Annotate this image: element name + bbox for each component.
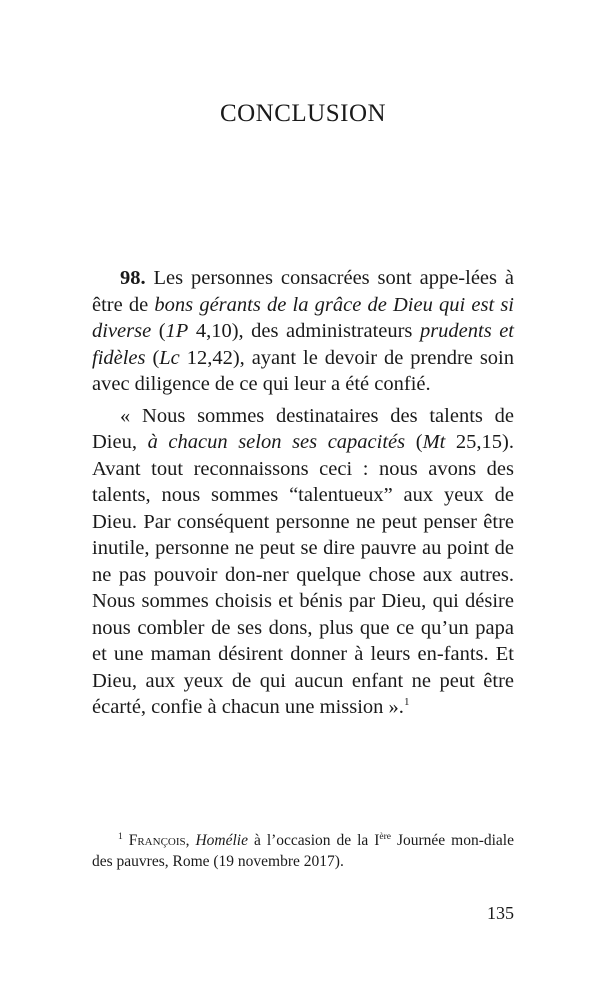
italic-quote: bons gérants de la grâce de Dieu qui est si diverse bbox=[92, 293, 514, 342]
bible-book-abbrev: Lc bbox=[159, 346, 180, 369]
body-text bbox=[92, 265, 514, 721]
text-segment: ( bbox=[405, 431, 423, 453]
paragraph-98 bbox=[92, 265, 514, 398]
text-segment: ( bbox=[145, 346, 160, 369]
page-number: 135 bbox=[487, 903, 514, 923]
footnote bbox=[92, 830, 514, 872]
footnote-mark: 1 bbox=[118, 832, 123, 842]
paragraph-quote bbox=[92, 403, 514, 721]
footnote-author: François, bbox=[128, 832, 190, 849]
bible-book-abbrev: 1P bbox=[165, 320, 189, 342]
text-segment: 25,15). Avant tout reconnaissons ceci : nous avons des talents, nous sommes “talentueux” aux yeux de Dieu. Par conséquent personne ne peut penser être inutile, personne ne peut se dire pauvre au point de ne pas pouvoir don-ner quelque chose aux autres. Nous sommes choisis et bénis par Dieu, qui désire nous combler de ses dons, plus que ce qu’un papa et une maman désirent donner à leurs en-fants. Et Dieu, aux yeux de qui aucun enfant ne peut être écarté, confie à chacun une mission ». bbox=[92, 431, 515, 718]
text-segment: à l’occasion de la I bbox=[248, 832, 380, 849]
paragraph-number: 98. bbox=[120, 267, 146, 289]
text-segment: Les personnes consacrées sont appe-lées à être de bbox=[92, 267, 514, 316]
italic-quote: prudents et fidèles bbox=[92, 320, 514, 369]
text-segment: Journée mon-diale des pauvres, Rome (19 novembre 2017). bbox=[92, 832, 514, 870]
footnote-reference[interactable]: 1 bbox=[403, 696, 410, 708]
text-segment: 12,42), ayant le devoir de prendre soin avec diligence de ce qui leur a été confié. bbox=[92, 346, 515, 395]
bible-book-abbrev: Mt bbox=[422, 431, 446, 453]
italic-quote: à chacun selon ses capacités bbox=[147, 431, 406, 453]
text-segment: « Nous sommes destinataires des talents de Dieu, bbox=[92, 404, 514, 453]
text-segment: 4,10), des administrateurs bbox=[188, 320, 420, 342]
text-segment: ( bbox=[151, 320, 166, 342]
ordinal-superscript: ère bbox=[379, 832, 392, 842]
page-title: CONCLUSION bbox=[219, 100, 387, 127]
footnote-title: Homélie bbox=[195, 832, 248, 849]
